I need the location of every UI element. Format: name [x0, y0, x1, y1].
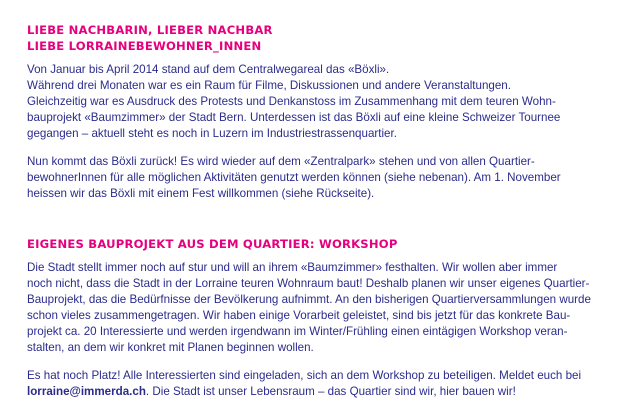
text-line: Die Stadt stellt immer noch auf stur und will an ihrem «Baumzimmer» festhalten. Wir wollen aber immer — [27, 261, 558, 274]
section-neighbours — [27, 22, 617, 202]
text-line: Nun kommt das Böxli zurück! Es wird wieder auf dem «Zentralpark» stehen und von allen Quartier- — [27, 155, 535, 168]
text-line: Während drei Monaten war es ein Raum für Filme, Diskussionen und andere Veranstaltungen. — [27, 79, 511, 92]
text-line: bauprojekt «Baumzimmer» der Stadt Bern. Unterdessen ist das Böxli auf eine kleine Schweizer Tournee — [27, 111, 561, 124]
text-line: Bauprojekt, das die Bedürfnisse der Bevölkerung aufnimmt. An den bisherigen Quartierversammlungen wurde — [27, 293, 591, 306]
text-line: stalten, an dem wir konkret mit Planen beginnen wollen. — [27, 341, 314, 354]
text-line — [27, 384, 617, 400]
paragraph-boexli-history — [27, 62, 617, 142]
text-line: Von Januar bis April 2014 stand auf dem Centralwegareal das «Böxli». — [27, 63, 390, 76]
section-heading-workshop: EIGENES BAUPROJEKT AUS DEM QUARTIER: WORKSHOP — [27, 237, 398, 251]
text-line: Es hat noch Platz! Alle Interessierten sind eingeladen, sich an dem Workshop zu beteiligen. Meldet euch bei — [27, 369, 582, 382]
closing-text: . Die Stadt ist unser Lebensraum – das Quartier sind wir, hier bauen wir! — [145, 385, 516, 398]
text-line: gegangen – aktuell steht es noch in Luzern im Industriestrassenquartier. — [27, 127, 397, 140]
paragraph-invitation — [27, 368, 617, 400]
text-line: heissen wir das Böxli mit einem Fest willkommen (siehe Rückseite). — [27, 187, 375, 200]
heading-line: LIEBE LORRAINEBEWOHNER_INNEN — [27, 39, 262, 53]
text-line: schon vieles zusammengetragen. Wir haben einige Vorarbeit geleistet, sind bis jetzt für das konkrete Bau- — [27, 309, 571, 322]
paragraph-boexli-return — [27, 154, 617, 202]
text-line: Gleichzeitig war es Ausdruck des Protests und Denkanstoss im Zusammenhang mit dem teuren Wohn- — [27, 95, 556, 108]
text-line: bewohnerInnen für alle möglichen Aktivitäten genutzt werden können (siehe nebenan). Am 1. November — [27, 171, 561, 184]
section-heading-greeting — [27, 22, 617, 54]
contact-email-link[interactable]: lorraine@immerda.ch — [27, 385, 146, 398]
text-line: noch nicht, dass die Stadt in der Lorraine teuren Wohnraum baut! Deshalb planen wir unser eigenes Quartier- — [27, 277, 590, 290]
text-line: projekt ca. 20 Interessierte und werden irgendwann im Winter/Frühling einen eintägigen Workshop veran- — [27, 325, 568, 338]
paragraph-workshop-plan — [27, 260, 617, 356]
heading-line: LIEBE NACHBARIN, LIEBER NACHBAR — [27, 23, 273, 37]
flyer-page — [27, 22, 617, 400]
section-workshop — [27, 236, 617, 400]
